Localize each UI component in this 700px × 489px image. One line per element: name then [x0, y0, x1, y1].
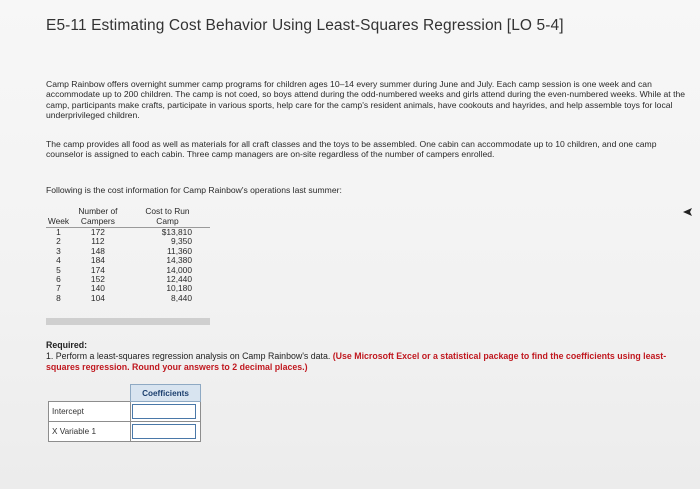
x-variable-cell: [131, 422, 201, 442]
header-week: Week: [46, 207, 71, 228]
table-row: 3 148 11,360: [56, 245, 192, 256]
table-row: 5 174 14,000: [56, 264, 192, 275]
answer-header-blank: [49, 385, 131, 402]
x-variable-input[interactable]: [132, 424, 196, 439]
required-heading: Required:: [46, 340, 88, 350]
coefficients-header: Coefficients: [131, 385, 201, 402]
table-row: 4 184 14,380: [56, 255, 192, 266]
answer-row-intercept: [49, 402, 201, 422]
table-row: 8 104 8,440: [56, 292, 192, 303]
required-emphasis: (Use Microsoft Excel or a statistical package to find the coefficients using least-squares regression. Round your answers to 2 decimal places.): [46, 350, 667, 372]
table-footer-bar: [46, 318, 210, 325]
required-section: [46, 340, 686, 372]
table-row: 1 172 $13,810: [56, 227, 192, 237]
page-title: E5-11 Estimating Cost Behavior Using Least-Squares Regression [LO 5-4]: [46, 17, 564, 34]
intercept-input[interactable]: [132, 404, 196, 419]
required-instruction: 1. Perform a least-squares regression analysis on Camp Rainbow's data.: [46, 350, 331, 361]
problem-paragraph-3: Following is the cost information for Camp Rainbow's operations last summer:: [46, 185, 342, 195]
coefficients-answer-table: [48, 384, 201, 442]
table-row: 6 152 12,440: [56, 274, 192, 285]
problem-paragraph-1: Camp Rainbow offers overnight summer camp programs for children ages 10–14 every summer during June and July. Each camp session is one week and can accommodate up to 200 children. The camp is not coed, so boys attend during the odd-numbered weeks and girls attend during the even-numbered weeks. While at the camp, participants make crafts, participate in various sports, help care for the camp's resident animals, have cookouts and hayrides, and help assemble toys for local underprivileged children.: [46, 79, 686, 120]
intercept-cell: [131, 402, 201, 422]
answer-row-x-variable: [49, 422, 201, 442]
x-variable-label: X Variable 1: [49, 422, 131, 442]
header-campers: Number of Campers: [71, 207, 125, 228]
cost-data-table: [46, 207, 210, 303]
table-row: 7 140 10,180: [56, 283, 192, 294]
header-cost: Cost to Run Camp: [125, 207, 210, 228]
table-row: 2 112 9,350: [56, 236, 192, 247]
problem-paragraph-2: The camp provides all food as well as materials for all craft classes and the toys to be assembled. One cabin can accommodate up to 10 children, and one camp counselor is assigned to each cabin. Three camp managers are on-site regardless of the number of campers enrolled.: [46, 139, 657, 160]
mouse-cursor-icon: [682, 207, 694, 217]
intercept-label: Intercept: [49, 402, 131, 422]
